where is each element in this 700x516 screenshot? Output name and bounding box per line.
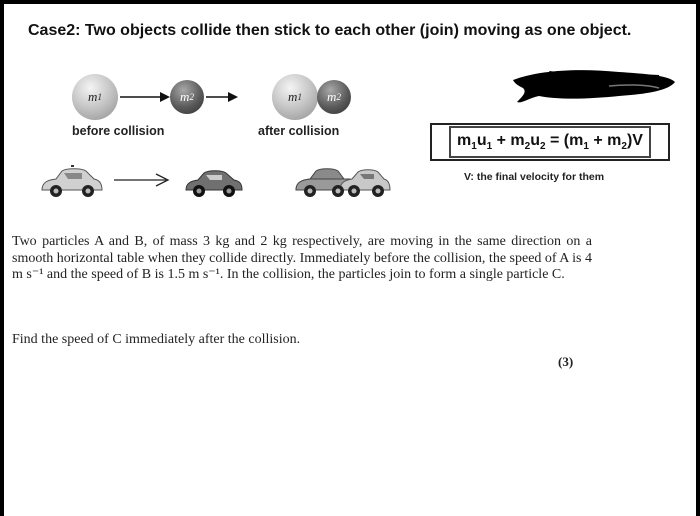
velocity-note: V: the final velocity for them — [464, 171, 605, 183]
car-b-icon — [182, 166, 246, 200]
document-page — [4, 4, 696, 516]
before-collision-caption: before collision — [72, 124, 165, 138]
ball-m2-subscript: 2 — [189, 92, 194, 102]
arrow-right-icon — [206, 90, 238, 104]
ball-m1-subscript: 1 — [297, 92, 302, 102]
after-collision-caption: after collision — [258, 124, 340, 138]
ball-m1-after — [272, 74, 318, 120]
problem-text — [12, 234, 592, 284]
problem-paragraph: Two particles A and B, of mass 3 kg and 2 kg respectively, are moving in the same direction on a smooth horizontal table when they collide directly. Immediately before the collision, the speed of A is 4 m s⁻¹ and the speed of B is 1.5 m s⁻¹. In the collision, the particles join to form a single particle C. — [12, 234, 592, 282]
arrow-right-icon — [120, 90, 170, 104]
page-title: Case2: Two objects collide then stick to each other (join) moving as one object. — [28, 22, 632, 39]
ball-m1-label: m — [288, 89, 298, 104]
ball-m1-subscript: 1 — [97, 92, 102, 102]
joined-cars-icon — [292, 164, 392, 200]
ball-m2-label: m — [327, 89, 337, 104]
car-a-icon — [38, 164, 104, 200]
ball-m2-after — [317, 80, 351, 114]
formula-box — [430, 123, 670, 161]
marks-label: (3) — [558, 354, 574, 369]
ball-m2-subscript: 2 — [336, 92, 341, 102]
momentum-formula: $m_1u_1 + m_2u_2 = (m_1 + m_2)V$ — [449, 126, 651, 158]
problem-question: Find the speed of C immediately after the collision. — [12, 332, 301, 347]
ball-m1-label: m — [88, 89, 98, 104]
ball-m2-before — [170, 80, 204, 114]
redaction-scribble — [509, 66, 679, 108]
arrow-right-icon — [114, 172, 170, 188]
ball-m1-before — [72, 74, 118, 120]
ball-m2-label: m — [180, 89, 190, 104]
